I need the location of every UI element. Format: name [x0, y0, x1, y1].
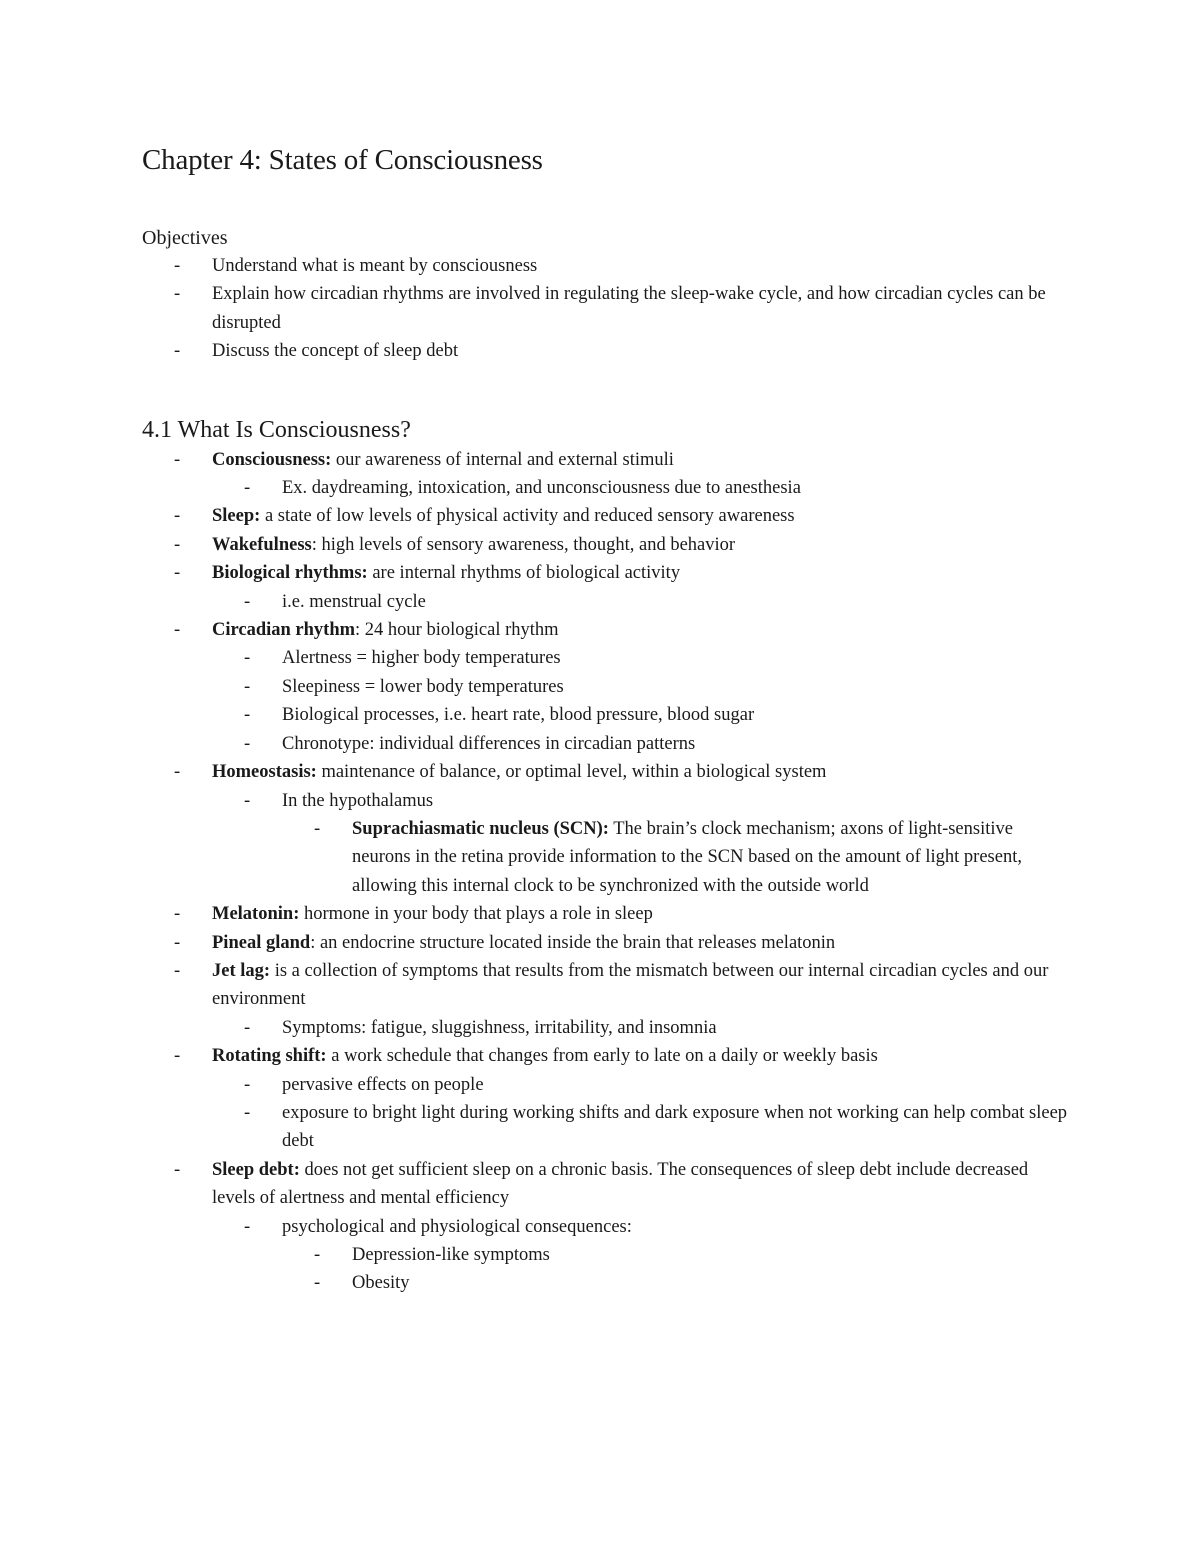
term-label: Wakefulness — [212, 534, 312, 555]
sub-list — [212, 1213, 1072, 1298]
item-text: : 24 hour biological rhythm — [355, 620, 559, 641]
term-label: Suprachiasmatic nucleus (SCN): — [352, 818, 609, 839]
sub-list — [212, 588, 1072, 616]
bullet-dash: - — [174, 256, 181, 276]
sub-list — [212, 474, 1072, 502]
list-item — [142, 531, 1072, 559]
sub-list-item — [212, 1071, 1072, 1099]
term-label: Melatonin: — [212, 904, 300, 925]
item-text: The brain’s clock mechanism; axons of light-sensitive neurons in the retina provide information to the SCN based on the amount of light present, allowing this internal clock to be synchronized with the outside world — [352, 818, 1022, 896]
item-text: psychological and physiological consequences: — [282, 1216, 632, 1237]
objective-item — [142, 252, 1072, 280]
bullet-dash: - — [314, 818, 321, 839]
item-text: a work schedule that changes from early to late on a daily or weekly basis — [326, 1046, 878, 1067]
item-text: are internal rhythms of biological activity — [367, 563, 681, 584]
item-text: Alertness = higher body temperatures — [282, 648, 561, 669]
sub-list-item — [212, 588, 1072, 616]
objective-text: Explain how circadian rhythms are involved in regulating the sleep-wake cycle, and how circadian cycles can be disrupted — [212, 284, 1046, 333]
item-text: is a collection of symptoms that results from the mismatch between our internal circadian cycles and our environment — [212, 960, 1049, 1010]
sub-list — [212, 787, 1072, 901]
bullet-dash: - — [244, 591, 251, 612]
item-text: does not get sufficient sleep on a chronic basis. The consequences of sleep debt include decreased levels of alertness and mental efficiency — [212, 1159, 1029, 1209]
item-text: : high levels of sensory awareness, thought, and behavior — [311, 534, 736, 555]
bullet-dash: - — [244, 1074, 251, 1095]
item-text: Chronotype: individual differences in circadian patterns — [282, 733, 696, 754]
bullet-dash: - — [174, 762, 181, 783]
bullet-dash: - — [174, 904, 181, 925]
definitions-list — [142, 446, 1072, 1298]
list-item — [142, 900, 1072, 928]
term-label: Consciousness: — [212, 449, 332, 470]
bullet-dash: - — [244, 478, 251, 499]
list-item — [142, 559, 1072, 616]
bullet-dash: - — [174, 1046, 181, 1067]
bullet-dash: - — [174, 534, 181, 555]
sub-list-item — [212, 644, 1072, 672]
term-label: Sleep debt: — [212, 1159, 300, 1180]
sub-list — [212, 1071, 1072, 1156]
term-label: Circadian rhythm — [212, 620, 356, 641]
term-label: Jet lag: — [212, 960, 271, 981]
document-page — [142, 140, 1072, 1298]
list-item — [142, 1156, 1072, 1298]
sub-list-item — [212, 474, 1072, 502]
bullet-dash: - — [244, 1017, 251, 1038]
item-text: our awareness of internal and external stimuli — [331, 449, 674, 470]
sub-list — [282, 815, 1072, 900]
sub-list-item — [282, 815, 1072, 900]
sub-list — [282, 1241, 1072, 1298]
item-text: exposure to bright light during working shifts and dark exposure when not working can help combat sleep debt — [282, 1102, 1068, 1152]
bullet-dash: - — [174, 284, 181, 305]
bullet-dash: - — [174, 960, 181, 981]
bullet-dash: - — [244, 1102, 251, 1123]
bullet-dash: - — [174, 620, 181, 641]
bullet-dash: - — [174, 449, 181, 470]
sub-list — [212, 1014, 1072, 1042]
bullet-dash: - — [174, 563, 181, 584]
sub-list-item — [212, 673, 1072, 701]
bullet-dash: - — [174, 932, 181, 953]
section-heading: 4.1 What Is Consciousness? — [142, 416, 411, 443]
sub-list-item — [212, 701, 1072, 729]
bullet-dash: - — [244, 676, 251, 697]
list-item — [142, 1042, 1072, 1156]
list-item — [142, 446, 1072, 503]
list-item — [142, 758, 1072, 900]
item-text: : an endocrine structure located inside the brain that releases melatonin — [310, 932, 836, 953]
item-text: pervasive effects on people — [282, 1074, 484, 1095]
sub-list-item — [212, 1099, 1072, 1156]
list-item — [142, 616, 1072, 758]
item-text: a state of low levels of physical activity and reduced sensory awareness — [260, 506, 795, 527]
bullet-dash: - — [244, 648, 251, 669]
term-label: Sleep: — [212, 506, 261, 527]
sub-list-item — [212, 1014, 1072, 1042]
list-item — [142, 957, 1072, 1042]
bullet-dash: - — [244, 705, 251, 726]
sub-list-item — [212, 1213, 1072, 1298]
sub-list-item — [212, 787, 1072, 901]
item-text: Symptoms: fatigue, sluggishness, irritability, and insomnia — [282, 1017, 717, 1038]
list-item — [142, 929, 1072, 957]
bullet-dash: - — [314, 1245, 321, 1265]
bullet-dash: - — [244, 1216, 251, 1237]
bullet-dash: - — [174, 1159, 181, 1180]
item-text: Sleepiness = lower body temperatures — [282, 676, 564, 697]
sub-list-item — [282, 1269, 1072, 1297]
objective-text: Understand what is meant by consciousness — [212, 256, 538, 276]
sub-list-item — [212, 730, 1072, 758]
item-text: Depression-like symptoms — [352, 1245, 550, 1265]
objectives-list — [142, 252, 1072, 366]
sub-list-item — [282, 1241, 1072, 1269]
objective-item — [142, 280, 1072, 337]
objective-item — [142, 337, 1072, 365]
bullet-dash: - — [244, 790, 251, 811]
item-text: Ex. daydreaming, intoxication, and unconsciousness due to anesthesia — [282, 478, 801, 499]
objective-text: Discuss the concept of sleep debt — [212, 341, 459, 362]
bullet-dash: - — [174, 341, 181, 362]
item-text: maintenance of balance, or optimal level, within a biological system — [316, 762, 827, 783]
term-label: Biological rhythms: — [212, 563, 368, 584]
bullet-dash: - — [174, 506, 181, 527]
item-text: Biological processes, i.e. heart rate, blood pressure, blood sugar — [282, 705, 755, 726]
sub-list — [212, 644, 1072, 758]
bullet-dash: - — [314, 1273, 321, 1294]
term-label: Pineal gland — [212, 932, 311, 953]
objectives-heading: Objectives — [142, 227, 228, 249]
bullet-dash: - — [244, 733, 251, 754]
item-text: hormone in your body that plays a role in sleep — [299, 904, 653, 925]
item-text: In the hypothalamus — [282, 790, 434, 811]
page-title: Chapter 4: States of Consciousness — [142, 144, 543, 176]
item-text: i.e. menstrual cycle — [282, 591, 426, 612]
term-label: Homeostasis: — [212, 762, 317, 783]
list-item — [142, 502, 1072, 530]
term-label: Rotating shift: — [212, 1046, 327, 1067]
item-text: Obesity — [352, 1273, 410, 1294]
